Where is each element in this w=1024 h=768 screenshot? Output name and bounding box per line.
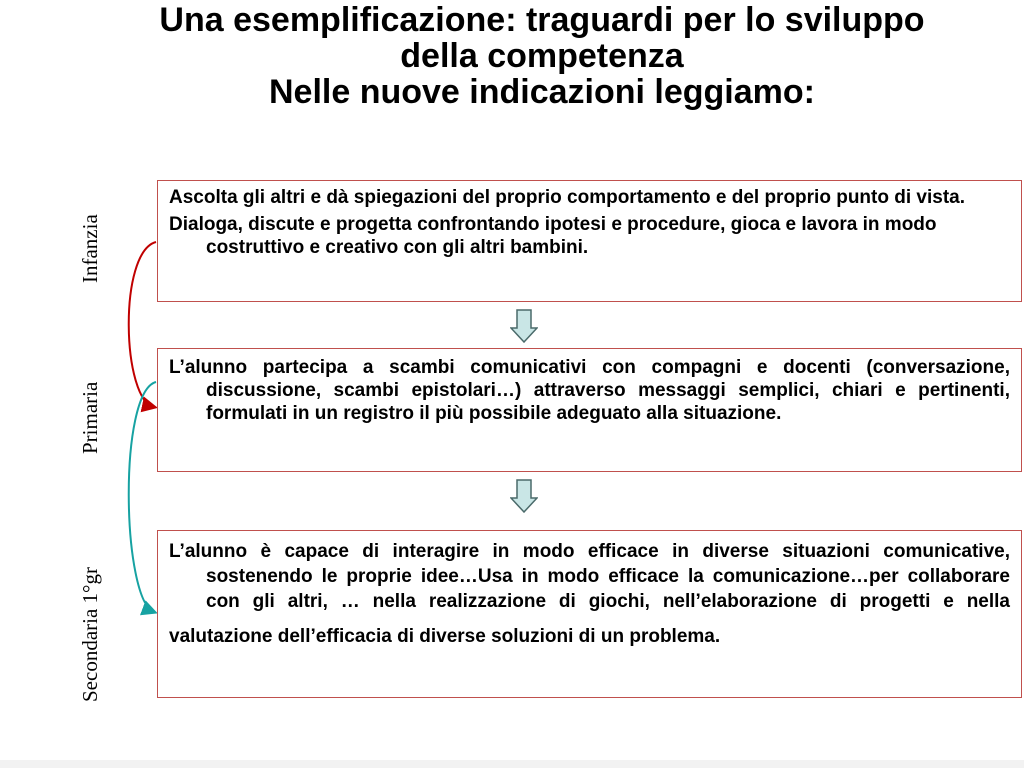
title-line-1: Una esemplificazione: traguardi per lo sviluppo — [159, 1, 925, 39]
down-arrow-icon — [510, 479, 538, 513]
level-label-primaria: Primaria — [78, 381, 102, 454]
title-line-2: della competenza — [400, 37, 684, 75]
goal-box-secondaria — [157, 530, 1022, 698]
secondaria-goal-text: L’alunno è capace di interagire in modo efficace in diverse situazioni comunicative, sostenendo le proprie idee…Usa in modo efficace la comunicazione…per collaborare con gli altri, … nella realizzazione di giochi, nell’elaborazione di progetti e nella — [169, 541, 1010, 612]
primaria-goal: L’alunno partecipa a scambi comunicativi con compagni e docenti (conversazione, discussione, scambi epistolari…) attraverso messaggi semplici, chiari e pertinenti, formulati in un registro il più possibile adeguato alla situazione. — [169, 357, 1010, 424]
title-line-3: Nelle nuove indicazioni leggiamo: — [269, 73, 815, 111]
level-label-secondaria: Secondaria 1°gr — [78, 567, 102, 702]
level-label-infanzia: Infanzia — [78, 214, 102, 283]
connector-primaria-to-secondaria — [129, 382, 156, 612]
slide-footer-strip — [0, 760, 1024, 768]
secondaria-goal — [169, 539, 1010, 649]
infanzia-goal-1: Ascolta gli altri e dà spiegazioni del proprio comportamento e del proprio punto di vista. — [169, 187, 965, 208]
goal-box-infanzia — [157, 180, 1022, 302]
down-arrow-icon — [510, 309, 538, 343]
slide-title — [60, 2, 1024, 110]
connector-arrows — [0, 0, 170, 700]
secondaria-goal-last-line: valutazione dell’efficacia di diverse soluzioni di un problema. — [169, 626, 721, 647]
infanzia-goal-2: Dialoga, discute e progetta confrontando ipotesi e procedure, gioca e lavora in modo costruttivo e creativo con gli altri bambini. — [169, 214, 937, 258]
connector-infanzia-to-primaria — [129, 242, 156, 407]
goal-box-primaria — [157, 348, 1022, 472]
